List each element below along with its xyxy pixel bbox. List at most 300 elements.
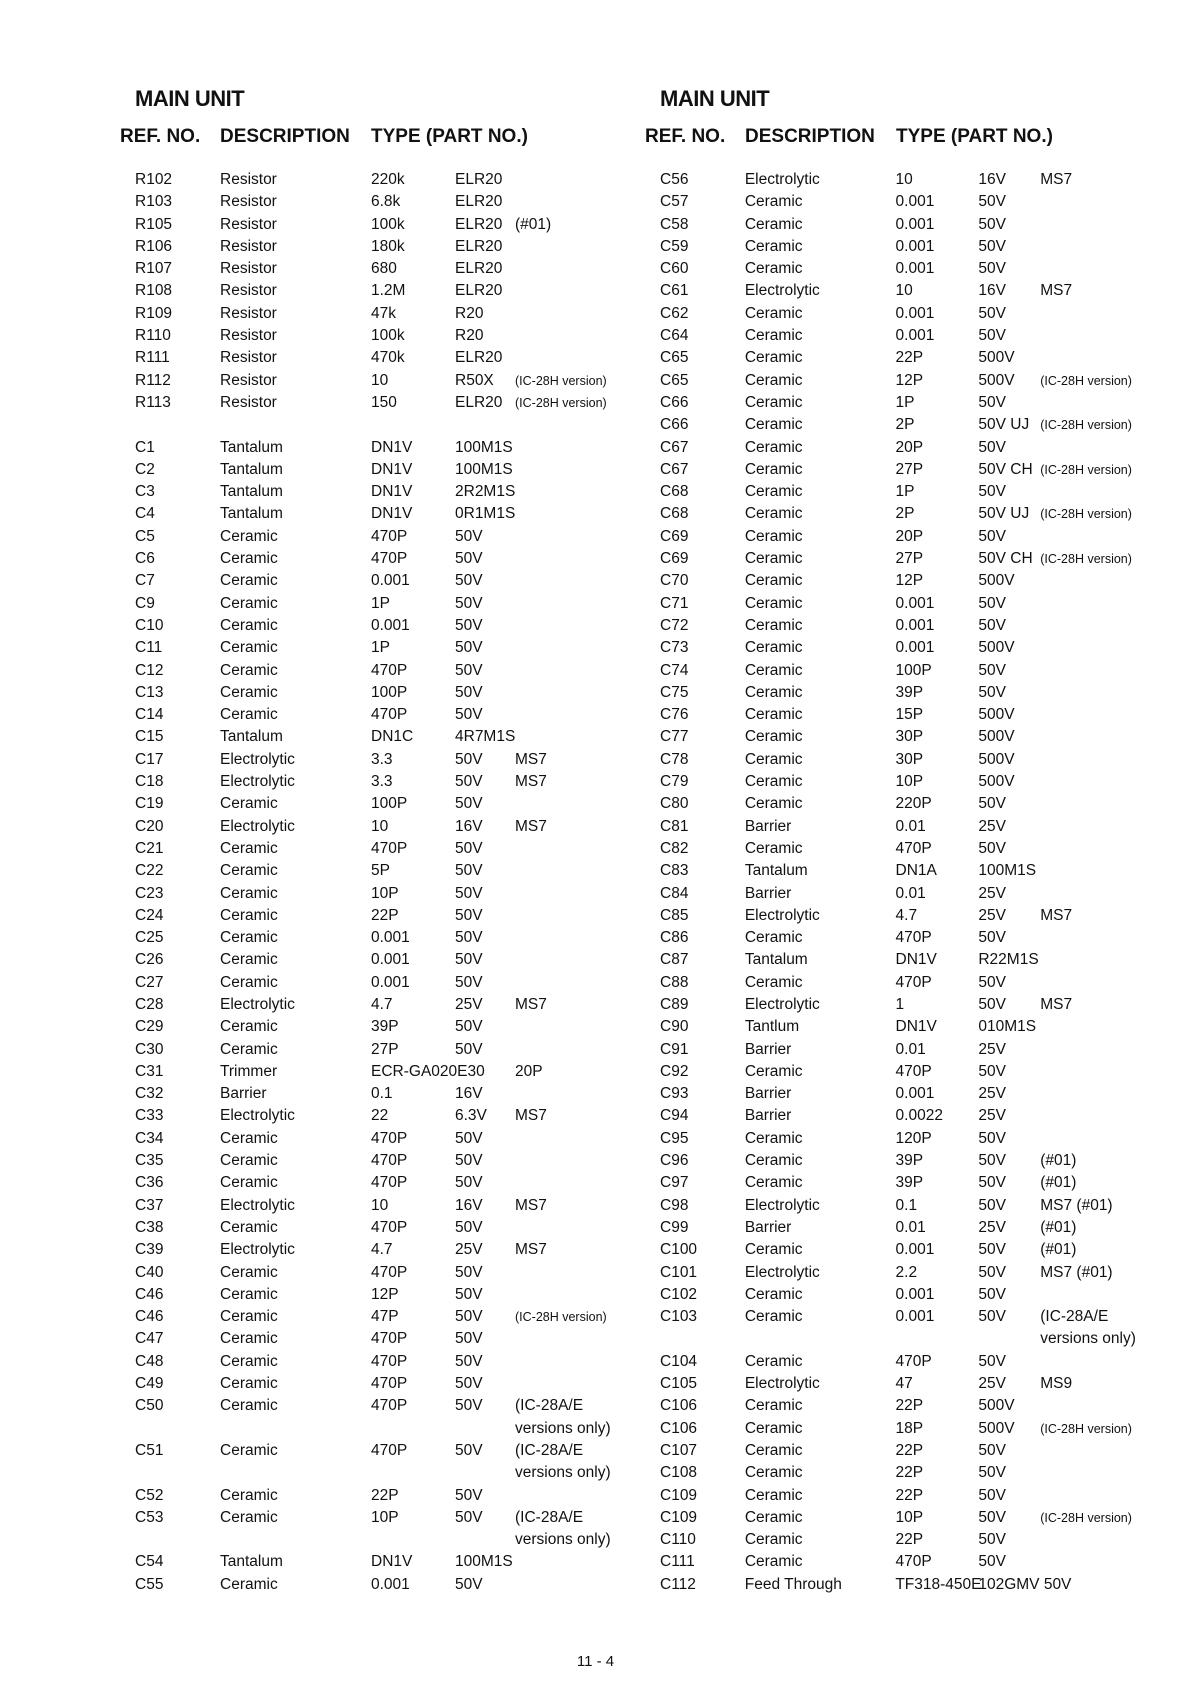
ref-no-cell xyxy=(135,1529,220,1551)
note-cell: (IC-28H version) xyxy=(515,1310,607,1325)
note-cell: (IC-28H version) xyxy=(515,373,607,388)
type-cell: 50V xyxy=(978,260,1006,278)
value-cell: 10 xyxy=(895,171,913,188)
ref-no-cell: C88 xyxy=(660,973,689,991)
type-cell: 50V xyxy=(978,929,1006,947)
note-cell xyxy=(1040,392,1160,414)
description-cell: Tantalum xyxy=(744,951,808,969)
value-cell: 30P xyxy=(895,728,924,746)
description-cell: Barrier xyxy=(744,1107,792,1125)
table-row xyxy=(660,1351,1160,1373)
table-row xyxy=(660,816,1160,838)
description-cell: Tantalum xyxy=(220,460,283,478)
description-cell: Resistor xyxy=(220,304,277,322)
table-row xyxy=(135,1507,655,1529)
description-cell: Ceramic xyxy=(744,237,803,255)
ref-no-cell: C85 xyxy=(660,906,689,924)
type-cell: 50V xyxy=(455,1018,483,1036)
value-cell: 4.7 xyxy=(371,1241,393,1259)
value-cell: 22 xyxy=(371,1107,389,1125)
table-row xyxy=(660,414,1160,436)
note-cell xyxy=(1040,860,1160,882)
note-cell xyxy=(515,1039,655,1061)
ref-no-cell: R102 xyxy=(135,171,173,188)
note-cell xyxy=(1040,949,1160,971)
ref-no-cell: C86 xyxy=(660,929,689,947)
value-cell: 18P xyxy=(895,1419,924,1437)
value-cell: 10P xyxy=(895,1508,924,1526)
type-cell: 16V xyxy=(455,1085,483,1103)
ref-no-cell: C59 xyxy=(660,237,689,255)
type-cell: 16V xyxy=(455,1196,483,1214)
value-cell: 100k xyxy=(371,327,405,345)
type-cell: 6.3V xyxy=(455,1107,487,1125)
value-cell: 0.001 xyxy=(895,237,935,255)
note-cell xyxy=(515,726,655,748)
value-cell: 0.001 xyxy=(895,616,935,634)
ref-no-cell: C72 xyxy=(660,616,689,634)
type-cell: 50V xyxy=(455,1375,483,1393)
note-cell: MS7 xyxy=(1040,171,1073,188)
description-cell: Ceramic xyxy=(220,1397,278,1415)
type-cell: 25V xyxy=(978,1040,1006,1058)
description-cell: Ceramic xyxy=(744,215,803,233)
table-row xyxy=(135,749,655,771)
ref-no-cell: R103 xyxy=(135,193,173,211)
ref-no-cell: C27 xyxy=(135,973,164,991)
table-row xyxy=(660,1016,1160,1038)
type-cell: 50V xyxy=(455,1174,483,1192)
value-cell: 470P xyxy=(371,661,408,679)
ref-no-cell: C80 xyxy=(660,795,689,813)
value-cell: 22P xyxy=(895,1464,924,1482)
table-row xyxy=(660,1262,1160,1284)
description-cell: Ceramic xyxy=(744,594,803,612)
note-cell: (IC-28A/E xyxy=(515,1441,584,1459)
value-cell: DN1V xyxy=(371,438,413,456)
type-cell: 50V xyxy=(455,706,483,724)
ref-no-cell: C68 xyxy=(660,505,689,523)
table-row xyxy=(660,1083,1160,1105)
note-cell: (IC-28H version) xyxy=(515,395,607,410)
ref-no-cell: C54 xyxy=(135,1553,164,1571)
note-cell xyxy=(515,949,655,971)
table-row xyxy=(660,236,1160,258)
description-cell: Electrolytic xyxy=(744,1263,820,1281)
table-row xyxy=(660,771,1160,793)
description-cell: Ceramic xyxy=(744,795,803,813)
description-cell: Ceramic xyxy=(744,1486,803,1504)
header-type-part-no: TYPE (PART NO.) xyxy=(896,126,1053,147)
type-cell: 50V xyxy=(455,906,483,924)
description-cell: Ceramic xyxy=(744,1285,803,1303)
description-cell: Resistor xyxy=(220,282,277,300)
value-cell: 470P xyxy=(371,1330,408,1348)
value-cell: 470P xyxy=(895,1553,932,1571)
table-row xyxy=(660,1462,1160,1484)
type-cell: ELR20 xyxy=(455,393,503,411)
ref-no-cell: C106 xyxy=(660,1419,698,1437)
value-cell: 2P xyxy=(895,416,915,434)
table-row xyxy=(660,838,1160,860)
type-cell: 50V CH xyxy=(978,460,1033,478)
type-cell: 500V xyxy=(978,349,1015,367)
table-row xyxy=(660,749,1160,771)
left-parts-column xyxy=(120,86,655,1596)
table-row xyxy=(135,1195,655,1217)
ref-no-cell: C15 xyxy=(135,728,164,746)
ref-no-cell: C98 xyxy=(660,1196,689,1214)
ref-no-cell: C95 xyxy=(660,1129,689,1147)
ref-no-cell: C50 xyxy=(135,1397,164,1415)
type-cell: 500V xyxy=(978,1397,1015,1415)
value-cell: 100P xyxy=(371,795,408,813)
ref-no-cell: C60 xyxy=(660,260,689,278)
ref-no-cell: C2 xyxy=(135,460,155,478)
section-title: MAIN UNIT xyxy=(660,86,770,111)
description-cell: Resistor xyxy=(220,171,277,188)
table-row xyxy=(660,593,1160,615)
value-cell: 470P xyxy=(371,1174,408,1192)
ref-no-cell: C28 xyxy=(135,995,164,1013)
table-row xyxy=(135,325,655,347)
table-row xyxy=(660,704,1160,726)
ref-no-cell: C5 xyxy=(135,527,155,545)
note-cell: MS7 xyxy=(1040,906,1073,924)
type-cell: 500V xyxy=(978,728,1015,746)
type-cell: R20 xyxy=(455,304,484,322)
table-row xyxy=(135,615,655,637)
ref-no-cell: C61 xyxy=(660,282,689,300)
description-cell: Ceramic xyxy=(220,862,278,880)
table-row xyxy=(135,1440,655,1462)
description-cell: Ceramic xyxy=(744,193,803,211)
value-cell: 22P xyxy=(371,1486,399,1504)
note-cell: MS7 xyxy=(1040,995,1073,1013)
type-cell: 50V xyxy=(455,1352,483,1370)
value-cell: 12P xyxy=(895,371,924,389)
type-cell: 50V xyxy=(978,839,1006,857)
value-cell xyxy=(371,1462,455,1484)
note-cell xyxy=(515,481,655,503)
ref-no-cell: R105 xyxy=(135,215,173,233)
type-cell: 50V xyxy=(978,995,1006,1013)
value-cell: 470P xyxy=(371,1129,408,1147)
table-row xyxy=(135,437,655,459)
type-cell: 50V xyxy=(455,973,483,991)
table-row xyxy=(660,280,1160,302)
table-header xyxy=(645,126,1160,169)
ref-no-cell: C107 xyxy=(660,1441,698,1459)
value-cell: 1P xyxy=(371,639,390,657)
type-cell: 50V xyxy=(455,1508,483,1526)
type-cell: 25V xyxy=(978,1085,1006,1103)
table-row xyxy=(135,347,655,369)
note-cell xyxy=(1040,1440,1160,1462)
type-cell: 100M1S xyxy=(455,1553,513,1571)
type-cell: 0R1M1S xyxy=(455,505,516,523)
value-cell: 0.001 xyxy=(895,215,935,233)
value-cell: 680 xyxy=(371,260,397,278)
value-cell: 470P xyxy=(371,550,408,568)
type-cell: 25V xyxy=(978,817,1006,835)
value-cell: 1P xyxy=(371,594,390,612)
right-parts-column xyxy=(645,86,1160,1596)
value-cell: 0.001 xyxy=(371,973,410,991)
table-row xyxy=(660,1061,1160,1083)
value-cell: 0.001 xyxy=(371,951,410,969)
type-cell: 50V xyxy=(978,1508,1006,1526)
table-row xyxy=(660,1105,1160,1127)
ref-no-cell: C47 xyxy=(135,1330,164,1348)
value-cell: 470P xyxy=(371,1263,408,1281)
table-row xyxy=(660,905,1160,927)
note-cell: MS7 xyxy=(515,817,547,835)
note-cell xyxy=(1040,883,1160,905)
table-row xyxy=(135,1016,655,1038)
note-cell xyxy=(1040,1574,1160,1596)
ref-no-cell: C52 xyxy=(135,1486,164,1504)
description-cell: Ceramic xyxy=(744,327,803,345)
table-row xyxy=(660,503,1160,525)
value-cell: 47P xyxy=(371,1308,399,1326)
value-cell: DN1A xyxy=(895,862,937,880)
ref-no-cell: C69 xyxy=(660,527,689,545)
ref-no-cell: C12 xyxy=(135,661,164,679)
type-cell: 50V xyxy=(455,594,483,612)
table-row xyxy=(135,1105,655,1127)
note-cell xyxy=(1040,325,1160,347)
type-cell: 50V xyxy=(455,884,483,902)
description-cell: Ceramic xyxy=(744,750,803,768)
ref-no-cell: C53 xyxy=(135,1508,164,1526)
type-cell: 500V xyxy=(978,750,1015,768)
description-cell: Ceramic xyxy=(744,371,803,389)
value-cell: 470P xyxy=(895,1062,932,1080)
ref-no-cell: C10 xyxy=(135,616,164,634)
table-row xyxy=(135,1328,655,1350)
value-cell: 470P xyxy=(371,1397,408,1415)
ref-no-cell: C46 xyxy=(135,1285,164,1303)
note-cell xyxy=(1040,214,1160,236)
table-row xyxy=(135,1262,655,1284)
type-cell: 50V xyxy=(455,795,483,813)
value-cell: DN1V xyxy=(371,505,413,523)
type-cell: ELR20 xyxy=(455,260,503,278)
note-cell: MS7 xyxy=(515,995,547,1013)
description-cell: Tantalum xyxy=(744,862,808,880)
description-cell: Electrolytic xyxy=(220,773,295,791)
ref-no-cell: C68 xyxy=(660,483,689,501)
description-cell: Ceramic xyxy=(744,483,803,501)
description-cell: Ceramic xyxy=(744,304,803,322)
value-cell: 39P xyxy=(895,683,924,701)
description-cell: Ceramic xyxy=(744,416,803,434)
description-cell: Ceramic xyxy=(220,1263,278,1281)
value-cell: 180k xyxy=(371,237,405,255)
value-cell: 20P xyxy=(895,438,924,456)
type-cell: 25V xyxy=(978,906,1006,924)
table-row xyxy=(660,548,1160,570)
table-row xyxy=(660,682,1160,704)
description-cell: Ceramic xyxy=(744,839,803,857)
type-cell: 100M1S xyxy=(455,460,513,478)
note-cell: (IC-28H version) xyxy=(1040,418,1132,433)
type-cell: 50V xyxy=(978,683,1006,701)
note-cell: (IC-28H version) xyxy=(1040,1421,1132,1436)
type-cell: 50V CH xyxy=(978,550,1033,568)
description-cell: Ceramic xyxy=(744,616,803,634)
note-cell xyxy=(1040,303,1160,325)
note-cell: versions only) xyxy=(515,1531,611,1549)
ref-no-cell: C20 xyxy=(135,817,164,835)
description-cell: Ceramic xyxy=(744,550,803,568)
value-cell: 10 xyxy=(895,282,913,300)
note-cell xyxy=(515,347,655,369)
note-cell xyxy=(515,682,655,704)
table-row xyxy=(660,1574,1160,1596)
value-cell: 120P xyxy=(895,1129,932,1147)
type-cell: 50V xyxy=(978,616,1006,634)
table-row xyxy=(660,637,1160,659)
type-cell: 50V xyxy=(978,1308,1006,1326)
description-cell: Ceramic xyxy=(220,839,278,857)
value-cell: 10 xyxy=(371,817,389,835)
note-cell xyxy=(515,883,655,905)
description-cell: Ceramic xyxy=(220,706,278,724)
table-row xyxy=(660,1195,1160,1217)
type-cell: 25V xyxy=(978,884,1006,902)
note-cell: MS7 xyxy=(515,1196,547,1214)
table-row xyxy=(660,994,1160,1016)
ref-no-cell: C56 xyxy=(660,171,689,188)
type-cell: 50V xyxy=(455,750,483,768)
note-cell xyxy=(1040,258,1160,280)
note-cell: (IC-28H version) xyxy=(1040,507,1132,522)
table-row xyxy=(135,1284,655,1306)
type-cell: 50V xyxy=(455,1152,483,1170)
description-cell xyxy=(220,414,371,436)
value-cell: 39P xyxy=(895,1152,924,1170)
description-cell: Ceramic xyxy=(744,706,803,724)
table-row xyxy=(660,1373,1160,1395)
note-cell xyxy=(515,860,655,882)
ref-no-cell: C55 xyxy=(135,1575,164,1593)
type-cell: 50V xyxy=(455,1285,483,1303)
table-row xyxy=(660,481,1160,503)
type-cell xyxy=(455,1462,515,1484)
value-cell: 1 xyxy=(895,995,905,1013)
value-cell: 0.01 xyxy=(895,1040,926,1058)
value-cell: ECR-GA020E30 xyxy=(371,1062,485,1080)
description-cell: Ceramic xyxy=(744,527,803,545)
value-cell: 22P xyxy=(371,906,399,924)
description-cell: Ceramic xyxy=(744,728,803,746)
value-cell: 30P xyxy=(895,750,924,768)
description-cell: Ceramic xyxy=(220,1218,278,1236)
value-cell: 6.8k xyxy=(371,193,401,211)
table-row xyxy=(135,214,655,236)
type-cell: 50V xyxy=(455,616,483,634)
table-row xyxy=(660,949,1160,971)
ref-no-cell: C65 xyxy=(660,349,689,367)
note-cell xyxy=(1040,771,1160,793)
header-ref-no: REF. NO. xyxy=(120,126,201,147)
value-cell: 10 xyxy=(371,371,389,389)
table-row xyxy=(135,682,655,704)
ref-no-cell: C46 xyxy=(135,1308,164,1326)
note-cell xyxy=(1040,1284,1160,1306)
ref-no-cell: C101 xyxy=(660,1263,698,1281)
type-cell: 50V xyxy=(978,1441,1006,1459)
ref-no-cell: C34 xyxy=(135,1129,164,1147)
value-cell: 5P xyxy=(371,862,390,880)
type-cell: 50V xyxy=(978,1196,1006,1214)
type-cell xyxy=(455,1061,515,1083)
note-cell: (IC-28A/E xyxy=(515,1508,584,1526)
type-cell: 010M1S xyxy=(978,1018,1037,1036)
description-cell: Resistor xyxy=(220,193,277,211)
description-cell: Ceramic xyxy=(744,260,803,278)
value-cell: 2.2 xyxy=(895,1263,918,1281)
table-row xyxy=(660,1507,1160,1529)
table-row xyxy=(135,1418,655,1440)
table-row xyxy=(660,526,1160,548)
type-cell: 50V UJ xyxy=(978,505,1030,523)
description-cell: Ceramic xyxy=(744,1174,803,1192)
description-cell xyxy=(220,1462,371,1484)
value-cell: DN1V xyxy=(895,1018,937,1036)
table-row xyxy=(660,303,1160,325)
table-row xyxy=(135,570,655,592)
table-row xyxy=(660,1440,1160,1462)
ref-no-cell: R107 xyxy=(135,260,173,278)
ref-no-cell: C23 xyxy=(135,884,164,902)
ref-no-cell: C91 xyxy=(660,1040,689,1058)
value-cell: 0.001 xyxy=(895,1308,935,1326)
ref-no-cell: C18 xyxy=(135,773,164,791)
value-cell: 22P xyxy=(895,1531,924,1549)
description-cell: Barrier xyxy=(220,1085,267,1103)
value-cell: 0.1 xyxy=(371,1085,393,1103)
ref-no-cell: C67 xyxy=(660,438,689,456)
note-cell xyxy=(1040,793,1160,815)
note-cell xyxy=(515,838,655,860)
description-cell: Ceramic xyxy=(744,349,803,367)
value-cell: 0.001 xyxy=(895,193,935,211)
description-cell: Ceramic xyxy=(220,572,278,590)
type-cell: 50V xyxy=(455,1486,483,1504)
type-cell: ELR20 xyxy=(455,215,503,233)
type-cell: 50V xyxy=(978,795,1006,813)
ref-no-cell: C77 xyxy=(660,728,689,746)
table-row xyxy=(660,214,1160,236)
ref-no-cell: R110 xyxy=(135,327,171,345)
type-cell: 50V xyxy=(455,1308,483,1326)
value-cell xyxy=(896,1328,979,1350)
note-cell: versions only) xyxy=(1040,1330,1136,1348)
description-cell: Electrolytic xyxy=(744,171,820,188)
type-cell: ELR20 xyxy=(455,349,503,367)
description-cell xyxy=(220,1529,371,1551)
description-cell: Ceramic xyxy=(744,438,803,456)
table-row xyxy=(135,972,655,994)
ref-no-cell: C70 xyxy=(660,572,689,590)
description-cell: Resistor xyxy=(220,393,277,411)
type-cell: 50V xyxy=(455,862,483,880)
note-cell: MS7 (#01) xyxy=(1040,1196,1113,1214)
note-cell xyxy=(515,615,655,637)
